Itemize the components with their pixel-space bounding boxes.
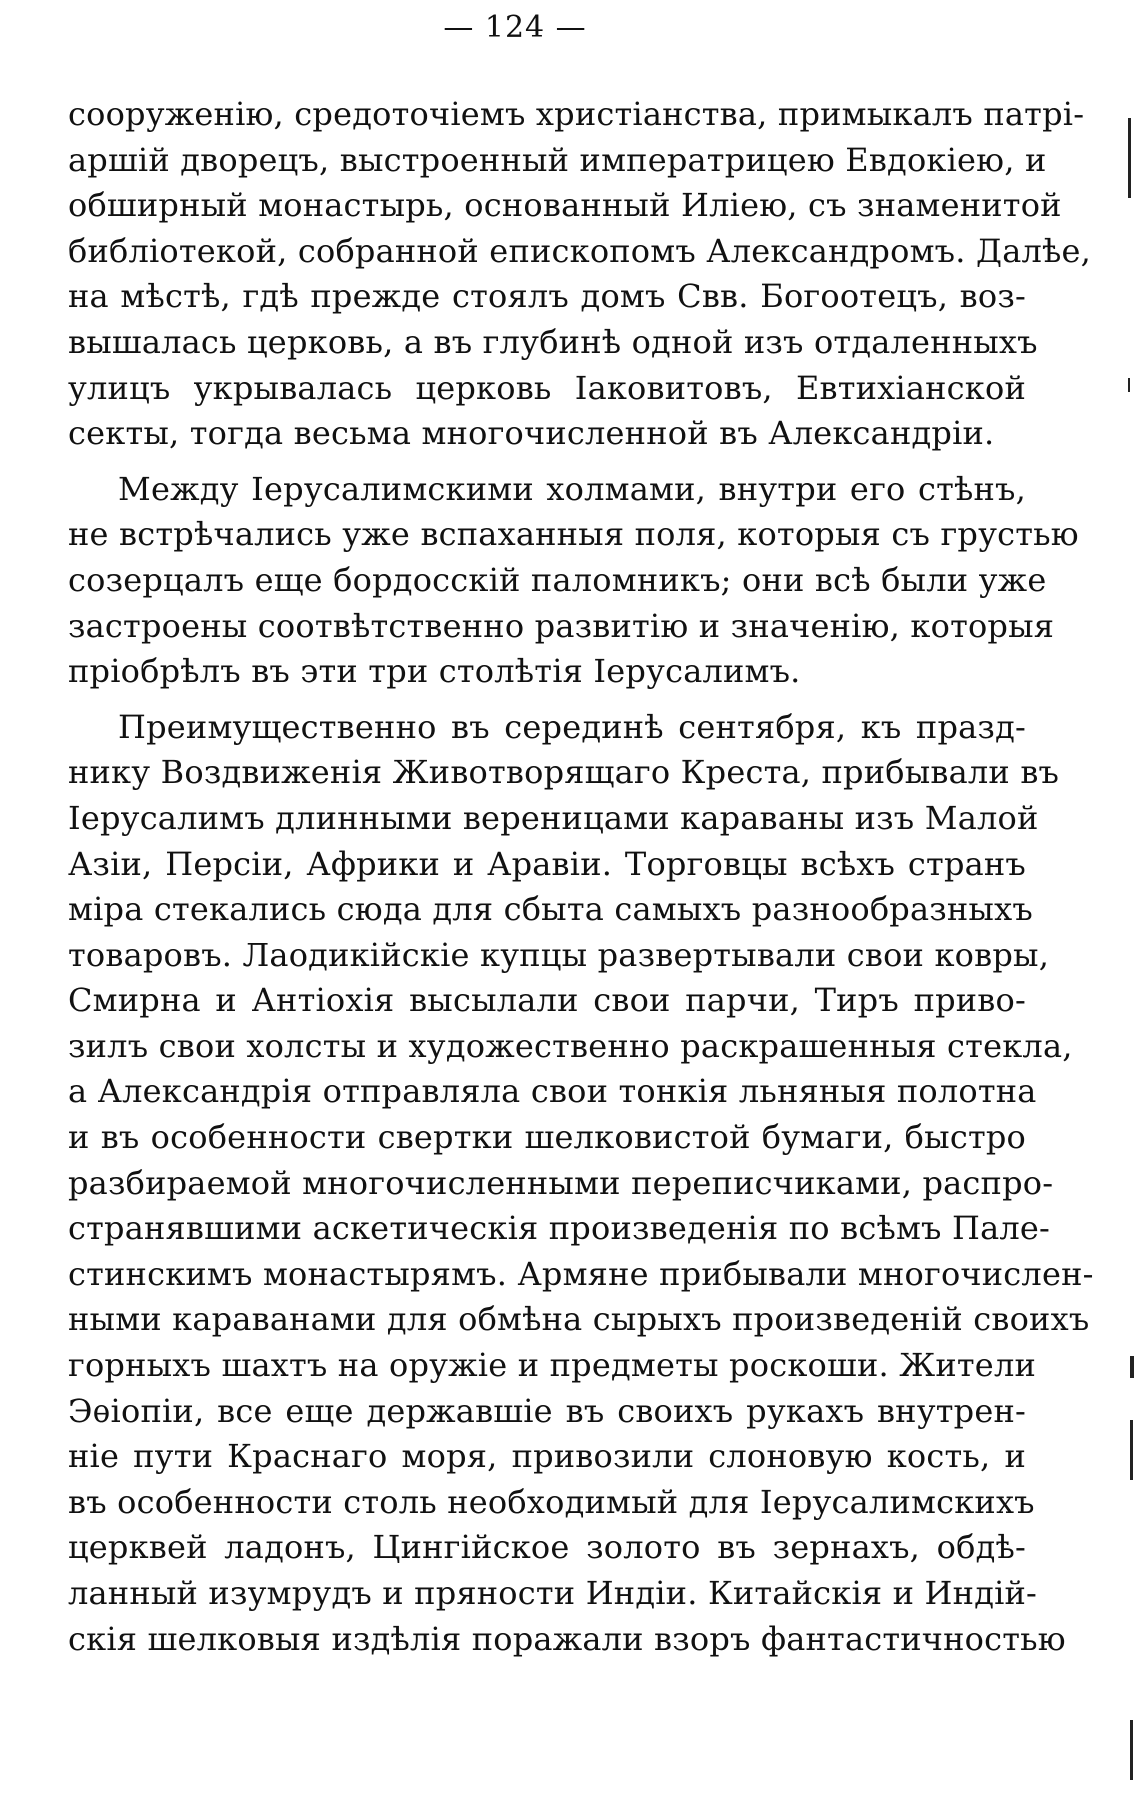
text-line: Смирна и Антіохія высылали свои парчи, Тиръ приво- [68, 981, 1026, 1020]
text-line: библіотекой, собранной епископомъ Александромъ. Далѣе, [68, 231, 1092, 270]
text-line: застроены соотвѣтственно развитію и значенію, которыя [68, 606, 1055, 645]
text-line: обширный монастырь, основанный Иліею, съ знаменитой [68, 186, 1062, 225]
text-line: нику Воздвиженія Животворящаго Креста, прибывали въ [68, 753, 1060, 792]
paragraph-2 [68, 467, 1079, 695]
paragraph-1 [68, 92, 1092, 457]
text-line: вышалась церковь, а въ глубинѣ одной изъ отдаленныхъ [68, 322, 1038, 361]
text-line: Между Іерусалимскими холмами, внутри его стѣнъ, [118, 469, 1026, 508]
text-line: въ особенности столь необходимый для Іерусалимскихъ [68, 1482, 1035, 1521]
text-line: зилъ свои холсты и художественно раскрашенныя стекла, [68, 1026, 1073, 1065]
scan-edge-mark [1130, 1720, 1133, 1780]
text-line: Эѳіопіи, все еще державшіе въ своихъ рукахъ внутрен- [68, 1391, 1026, 1430]
text-line: улицъ укрывалась церковь Іаковитовъ, Евтихіанской [68, 368, 1026, 407]
text-line: скія шелковыя издѣлія поражали взоръ фантастичностью [68, 1619, 1066, 1658]
text-line: горныхъ шахтъ на оружіе и предметы роскоши. Жители [68, 1346, 1036, 1385]
scan-edge-mark [1130, 1420, 1133, 1480]
paragraph-3 [68, 705, 1094, 1662]
text-line: Преимущественно въ серединѣ сентября, къ празд- [118, 707, 1026, 746]
text-line: странявшими аскетическія произведенія по всѣмъ Пале- [68, 1209, 1051, 1248]
text-line: Азіи, Персіи, Африки и Аравіи. Торговцы всѣхъ странъ [68, 844, 1026, 883]
text-line: товаровъ. Лаодикійскіе купцы развертывали свои ковры, [68, 935, 1050, 974]
text-line: сооруженію, средоточіемъ христіанства, примыкалъ патрі- [68, 95, 1085, 133]
text-line: и въ особенности свертки шелковистой бумаги, быстро [68, 1118, 1026, 1157]
text-line: не встрѣчались уже вспаханныя поля, которыя съ грустью [68, 515, 1079, 554]
text-line: пріобрѣлъ въ эти три столѣтія Іерусалимъ. [68, 652, 801, 691]
text-line: ными караванами для обмѣна сырыхъ произведеній своихъ [68, 1300, 1090, 1339]
text-line: разбираемой многочисленными переписчиками, распро- [68, 1163, 1054, 1202]
text-line: ланный изумрудъ и пряности Индіи. Китайскія и Индій- [68, 1574, 1038, 1612]
scan-edge-mark [1128, 378, 1130, 392]
scan-edge-mark [1128, 118, 1131, 198]
text-line: созерцалъ еще бордосскій паломникъ; они всѣ были уже [68, 560, 1047, 599]
text-line: стинскимъ монастырямъ. Армяне прибывали многочислен- [68, 1254, 1094, 1293]
text-line: на мѣстѣ, гдѣ прежде стоялъ домъ Свв. Богоотецъ, воз- [68, 277, 1026, 316]
text-line: Іерусалимъ длинными вереницами караваны изъ Малой [68, 798, 1039, 837]
text-line: секты, тогда весьма многочисленной въ Александріи. [68, 414, 995, 453]
text-line: аршій дворецъ, выстроенный императрицею Евдокіею, и [68, 140, 1047, 179]
text-line: церквей ладонъ, Цингійское золото въ зернахъ, обдѣ- [68, 1528, 1026, 1567]
body-text [68, 92, 1094, 1662]
text-line: міра стекались сюда для сбыта самыхъ разнообразныхъ [68, 890, 1033, 929]
text-line: а Александрія отправляла свои тонкія льняныя полотна [68, 1072, 1037, 1111]
scan-edge-mark [1130, 1356, 1134, 1378]
text-line: ніе пути Краснаго моря, привозили слоновую кость, и [68, 1437, 1026, 1476]
page-number: — 124 — [443, 10, 587, 45]
